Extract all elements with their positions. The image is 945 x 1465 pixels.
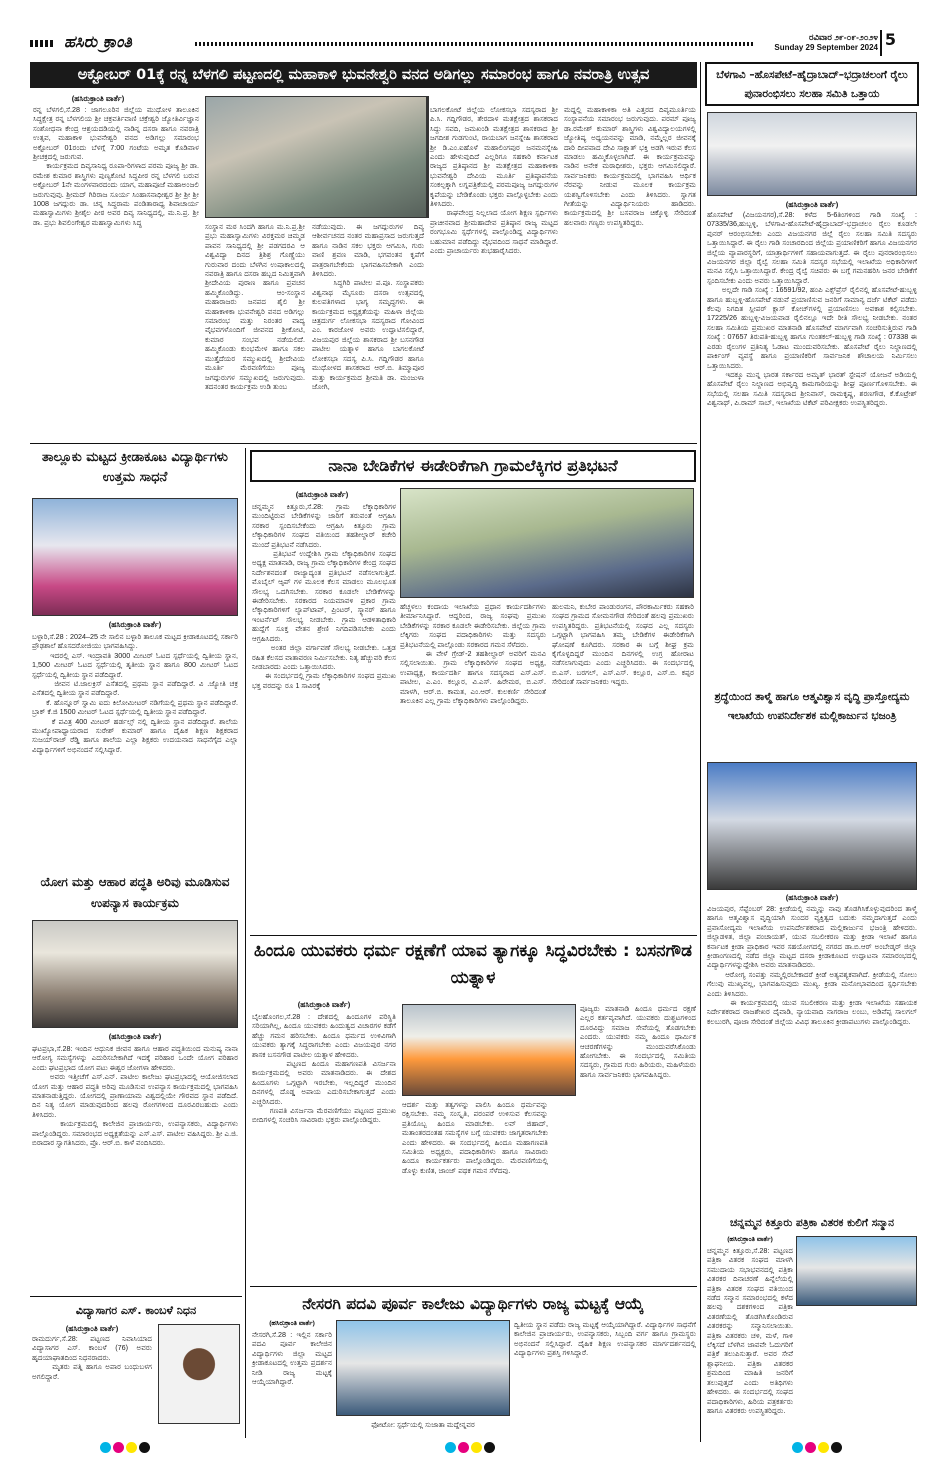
print-mark-black [484,1442,495,1453]
headline-a2: ಬೆಳಗಾವಿ –ಹೊಸಪೇಟೆ–ಹೈದ್ರಾಬಾದ್–ಭದ್ರಾಚಲಂಗೆ ರೈಲು ಪುನಾರಂಭಿಸಲು ಸಲಹಾ ಸಮಿತಿ ಒತ್ತಾಯ [705,62,919,106]
text-a6-col1: ಚನ್ನಮ್ಮನ ಕಿತ್ತೂರು,ಸೆ.28: ಗ್ರಾಮ ಲೆಕ್ಕಾಧಿಕಾರಿಗಳ ಮುಂದಿಟ್ಟಿರುವ ಬೇಡಿಕೆಗಳನ್ನು ಜಾರಿಗೆ ತರುವಂತೆ ಆಗ್ರಹಿಸಿ ಸರಕಾರ ಸ್ಪಂದಿಸಬೇಕೆಂದು ಆಗ್ರಹಿಸಿ ಕಿತ್ತೂರು ಗ್ರಾಮ ಲೆಕ್ಕಾಧಿಕಾರಿಗಳ ಸಂಘದ ವತಿಯಿಂದ ತಹಶೀಲ್ದಾರ್ ಕಚೇರಿ ಮುಂದೆ ಪ್ರತಿಭಟನೆ ನಡೆಸಿದರು. ಪ್ರತಿಭಟನೆ ಉದ್ದೇಶಿಸಿ ಗ್ರಾಮ ಲೆಕ್ಕಾಧಿಕಾರಿಗಳ ಸಂಘದ ಅಧ್ಯಕ್ಷ ಮಾತನಾಡಿ, ರಾಜ್ಯ ಗ್ರಾಮ ಲೆಕ್ಕಾಧಿಕಾರಿಗಳ ಕೇಂದ್ರ ಸಂಘದ ನಿರ್ದೇಶನದಂತೆ ರಾಜ್ಯಾದ್ಯಂತ ಪ್ರತಿಭಟನೆ ನಡೆಸಲಾಗುತ್ತಿದೆ. ಮೊಬೈಲ್ ಆ್ಯಪ್ ಗಳ ಮೂಲಕ ಕೆಲಸ ಮಾಡಲು ಮೂಲಭೂತ ಸೌಲಭ್ಯ ಒದಗಿಸಬೇಕು. ಸರಕಾರ ಕೂಡಲೇ ಬೇಡಿಕೆಗಳನ್ನು ಈಡೇರಿಸಬೇಕು. ಸರಕಾರದ ನಿಯಮಾವಳಿ ಪ್ರಕಾರ ಗ್ರಾಮ ಲೆಕ್ಕಾಧಿಕಾರಿಗಳಿಗೆ ಲ್ಯಾಪ್‌ಟಾಪ್, ಪ್ರಿಂಟರ್, ಸ್ಕ್ಯಾನರ್ ಹಾಗೂ ಇಂಟರ್ನೆಟ್ ಸೌಲಭ್ಯ ನೀಡಬೇಕು. ಗ್ರಾಮ ಆಡಳಿತಾಧಿಕಾರಿ ಹುದ್ದೆಗೆ ಸೂಕ್ತ ವೇತನ ಶ್ರೇಣಿ ನಿಗದಿಪಡಿಸಬೇಕು ಎಂದು ಆಗ್ರಹಿಸಿದರು. ಅಂತರ ಜಿಲ್ಲಾ ವರ್ಗಾವಣೆ ಸೌಲಭ್ಯ ನೀಡಬೇಕು. ಒತ್ತಡ ರಹಿತ ಕೆಲಸದ ವಾತಾವರಣ ನಿರ್ಮಿಸಬೇಕು. ನಿತ್ಯ ಹೆಚ್ಚುವರಿ ಕೆಲಸ ನೀಡಬಾರದು ಎಂದು ಒತ್ತಾಯಿಸಿದರು. ಈ ಸಂದರ್ಭದಲ್ಲಿ ಗ್ರಾಮ ಲೆಕ್ಕಾಧಿಕಾರಿಗಳ ಸಂಘದ ಪ್ರಮುಖ ಭಕ್ತ ವರದನ್ನು ರೂ 1 ಸಾವಿರಕ್ಕೆ [252,502,397,690]
text-a4-col1: ಚನ್ನಮ್ಮನ ಕಿತ್ತೂರು,ಸೆ.28: ಪಟ್ಟಣದ ಪತ್ರಿಕಾ ವಿತರಕ ಸಂಘದ ಮಾಳಗಿ ಸಮುದಾಯ ಸಭಾಭವನದಲ್ಲಿ ಪತ್ರಿಕಾ ವಿತರಕರ ದಿನಾಚರಣೆ ಹಿನ್ನೆಲೆಯಲ್ಲಿ ಪತ್ರಿಕಾ ವಿತರಕ ಸಂಘದ ವತಿಯಿಂದ ನಡೆದ ಸನ್ಮಾನ ಸಮಾರಂಭದಲ್ಲಿ ಕಳೆದ ಹಲವು ದಶಕಗಳಿಂದ ಪತ್ರಿಕಾ ವಿತರಣೆಯಲ್ಲಿ ತೊಡಗಿಸಿಕೊಂಡಿರುವ ವಿತರಕರನ್ನು ಸನ್ಮಾನಿಸಲಾಯಿತು. ಪತ್ರಿಕಾ ವಿತರಕರು ಚಳಿ, ಮಳೆ, ಗಾಳಿ ಲೆಕ್ಕಿಸದೆ ಬೆಳಗಿನ ಜಾವವೇ ಓದುಗರಿಗೆ ಪತ್ರಿಕೆ ತಲುಪಿಸುತ್ತಾರೆ. ಅವರ ಸೇವೆ ಶ್ಲಾಘನೀಯ. ಪತ್ರಿಕಾ ವಿತರಕರ ಶ್ರಮದಿಂದ ಮಾಹಿತಿ ಜನರಿಗೆ ತಲುಪುತ್ತದೆ ಎಂದು ಅತಿಥಿಗಳು ಹೇಳಿದರು. ಈ ಸಂದರ್ಭದಲ್ಲಿ ಸಂಘದ ಪದಾಧಿಕಾರಿಗಳು, ಹಿರಿಯ ಪತ್ರಕರ್ತರು ಹಾಗೂ ವಿತರಕರು ಉಪಸ್ಥಿತರಿದ್ದರು. [707,1246,795,1415]
credit-a1: (ಹಸಿರುಕ್ರಾಂತಿ ವಾರ್ತೆ) [71,94,125,103]
print-mark-yellow [471,1442,482,1453]
masthead-date-local: ರವಿವಾರ ೨೯-೦೯-೨೦೨೪ [808,32,878,42]
text-a6-col2: ಹೆಚ್ಚಳಲು ಕಂದಾಯ ಇಲಾಖೆಯ ಪ್ರಧಾನ ಕಾರ್ಯದರ್ಶಿಗಳು ತೀರ್ಮಾನಿಸಿದ್ದಾರೆ. ಆದ್ದರಿಂದ, ರಾಜ್ಯ ಸಂಘವು ಪ್ರಮುಖ ಬೇಡಿಕೆಗಳನ್ನು ಸರಕಾರ ಕೂಡಲೇ ಈಡೇರಿಸಬೇಕು. ಜಿಲ್ಲೆಯ ಗ್ರಾಮ ಲೆಕ್ಕಿಗರು ಸಂಘದ ಪದಾಧಿಕಾರಿಗಳು ಮತ್ತು ಸದಸ್ಯರು ಪ್ರತಿಭಟನೆಯಲ್ಲಿ ಪಾಲ್ಗೊಂಡು ಸರಕಾರದ ಗಮನ ಸೆಳೆದರು. ಈ ವೇಳೆ ಗ್ರೇಡ್-2 ತಹಶೀಲ್ದಾರ್ ಅವರಿಗೆ ಮನವಿ ಸಲ್ಲಿಸಲಾಯಿತು. ಗ್ರಾಮ ಲೆಕ್ಕಾಧಿಕಾರಿಗಳ ಸಂಘದ ಅಧ್ಯಕ್ಷ, ಉಪಾಧ್ಯಕ್ಷ, ಕಾರ್ಯದರ್ಶಿ ಹಾಗೂ ಸದಸ್ಯರಾದ ಎಸ್.ಎಸ್. ಪಾಟೀಲ, ಎ.ಎಂ. ಕಲ್ಲೂರ, ವಿ.ಎಸ್. ಹಿರೇಮಠ, ಬಿ.ಎಸ್. ಮಾಳಗಿ, ಆರ್.ಬಿ. ಕಾಮತ, ಎಂ.ಆರ್. ಕುಲಕರ್ಣಿ ಸೇರಿದಂತೆ ತಾಲೂಕಿನ ಎಲ್ಲ ಗ್ರಾಮ ಲೆಕ್ಕಾಧಿಕಾರಿಗಳು ಪಾಲ್ಗೊಂಡಿದ್ದರು. [400,602,546,706]
print-mark-black [831,1442,842,1453]
headline-a5: ತಾಲ್ಲೂಕು ಮಟ್ಟದ ಕ್ರೀಡಾಕೂಟ ವಿದ್ಯಾರ್ಥಿಗಳು ಉತ್ತಮ ಸಾಧನೆ [42,450,228,485]
headline-a1: ಅಕ್ಟೋಬರ್ 01ಕ್ಕೆ ರನ್ನ ಬೆಳಗಲಿ ಪಟ್ಟಣದಲ್ಲಿ ಮಹಾಕಾಳಿ ಭುವನೇಶ್ವರಿ ವನದ ಅಡಿಗಲ್ಲು ಸಮಾರಂಭ ಹಾಗೂ ನವರಾತ್ರಿ ಉತ್ಸವ [30,62,697,88]
headline-a4: ಚನ್ನಮ್ಮನ ಕಿತ್ತೂರು ಪತ್ರಿಕಾ ವಿತರಕ ಕುಲಿಗೆ ಸನ್ಮಾನ [730,1217,894,1229]
headline-a6: ನಾನಾ ಬೇಡಿಕೆಗಳ ಈಡೇರಿಕೆಗಾಗಿ ಗ್ರಾಮಲೆಕ್ಕಿಗರ ಪ್ರತಿಭಟನೆ [250,450,696,482]
print-mark-yellow [818,1442,829,1453]
photo-a9 [158,1324,240,1424]
masthead [30,30,918,58]
print-mark-yellow [126,1442,137,1453]
photo-a1 [205,96,427,218]
credit-a2: (ಹಸಿರುಕ್ರಾಂತಿ ವಾರ್ತೆ) [785,200,839,209]
page-number: 5 [880,30,896,56]
masthead-rule [195,42,755,46]
text-a1-col1: ರನ್ನ ಬೆಳಗಲಿ,ಸೆ.28 : ಜಾಗಲೂರಿನ ಜಿಲ್ಲೆಯ ಮುಧೋಳ ತಾಲೂಕಿನ ಸಿದ್ಧಕ್ಷೇತ್ರ ರನ್ನ ಬೆಳಗಲಿಯ ಶ್ರೀ ಚಕ್ರವರ್ತಿವಾಣಿ ಚಕ್ರೇಶ್ವರಿ ಜ್ಯೋತಿರ್ವಿಜ್ಞಾನ ಸಂಶೋಧನಾ ಕೇಂದ್ರ ಆಶ್ರಯದಡಿಯಲ್ಲಿ ನಾಡಿನ್ನ ದಸರಾ ಹಾಗೂ ನವರಾತ್ರಿ ಉತ್ಸವ, ಮಹಾಕಾಳಿ ಭುವನೇಶ್ವರಿ ವನದ ಅಡಿಗಲ್ಲು ಸಮಾರಂಭ ಅಕ್ಟೋಬರ್ 01ರಂದು ಬೆಳಗ್ಗೆ 7:00 ಗಂಟೆಯ ಅಮೃತ ಕೊಡಿವಾಳ ಶ್ರೀಚಕ್ರದಲ್ಲಿ ಜರುಗುವ. ಕಾರ್ಯಕ್ರಮದ ದಿವ್ಯಸಾನಿಧ್ಯ ರೂಪಾ-ರಿಗಳಾದ ಪರಮ ಪೂಜ್ಯ ಶ್ರೀ ಡಾ. ರಮೇಶ ಕುಮಾರ ಶಾಸ್ತ್ರಿಗಳು ಪುಣ್ಯಕೋಟಿ ಸಿದ್ಧಪೀಠ ರನ್ನ ಬೆಳಗಲಿ ಬರುವ ಅಕ್ಟೋಬರ್ 1ನೇ ಮಂಗಳವಾರದಂದು ಯಾಗ, ಮಹಾಪೂಜೆ ಮಹಾಅಂಜಲಿ ಜರುಗುವುವು. ಶ್ರೀಮದ್ ಗಿರಿರಾಜ ಸೂರ್ಯ ಸಿಂಹಾಸನಾಧೀಶ್ವರ ಶ್ರೀ ಶ್ರೀ ಶ್ರೀ 1008 ಜಗದ್ಗುರು ಡಾ. ಚನ್ನ ಸಿದ್ಧರಾಮ ಪಂಡಿತಾರಾಧ್ಯ ಶಿವಾಚಾರ್ಯ ಮಹಾಸ್ವಾಮಿಗಳು ಶ್ರೀಶೈಲ ಪೀಠ ಅವರ ದಿವ್ಯ ಸಾನಿಧ್ಯದಲ್ಲಿ, ಮ.ನಿ.ಪ್ರ. ಶ್ರೀ ಡಾ. ಪ್ರಭು ಶಿವಲಿಂಗೇಶ್ವರ ಮಹಾಸ್ವಾಮಿಗಳು ಸಿದ್ಧ [33,105,199,227]
credit-a10: (ಹಸಿರುಕ್ರಾಂತಿ ವಾರ್ತೆ) [269,1320,315,1327]
credit-a6: (ಹಸಿರುಕ್ರಾಂತಿ ವಾರ್ತೆ) [295,490,349,499]
credit-a8: (ಹಸಿರುಕ್ರಾಂತಿ ವಾರ್ತೆ) [297,1000,351,1009]
photo-a10 [336,1320,510,1416]
masthead-date-en: Sunday 29 September 2024 [774,43,878,52]
photo-a8 [402,1004,576,1096]
text-a6-col3: ಹುಲಮನಿ, ಕುಬೇರ ಪಾಂಡುರಂಗನ, ಪೌರಕಾರ್ಮಿಕರು ಸಹಕಾರಿ ಸಂಘದ ಗ್ರಾಮದ ಸೋಮನಗೌಡ ಸೇರಿದಂತೆ ಹಲವು ಪ್ರಮುಖರು ಉಪಸ್ಥಿತರಿದ್ದರು. ಪ್ರತಿಭಟನೆಯಲ್ಲಿ ಸಂಘದ ಎಲ್ಲ ಸದಸ್ಯರು ಒಗ್ಗಟ್ಟಾಗಿ ಭಾಗವಹಿಸಿ ತಮ್ಮ ಬೇಡಿಕೆಗಳ ಈಡೇರಿಕೆಗಾಗಿ ಘೋಷಣೆ ಕೂಗಿದರು. ಸರಕಾರ ಈ ಬಗ್ಗೆ ಶೀಘ್ರ ಕ್ರಮ ಕೈಗೊಳ್ಳದಿದ್ದರೆ ಮುಂದಿನ ದಿನಗಳಲ್ಲಿ ಉಗ್ರ ಹೋರಾಟ ನಡೆಸಲಾಗುವುದು ಎಂದು ಎಚ್ಚರಿಸಿದರು. ಈ ಸಂದರ್ಭದಲ್ಲಿ ಬಿ.ಎಸ್. ಬರಗಲ್, ಎಸ್.ಎಸ್. ಕಲ್ಲೂರ, ಎಸ್.ಬಿ. ಕಪ್ಪರ ಸೇರಿದಂತೆ ಸಾರ್ವಜನಿಕರು ಇದ್ದರು. [552,602,696,687]
photo-a6 [400,488,694,598]
print-mark-cyan [100,1442,111,1453]
text-a8-col2: ಆದರ್ಶ ಮತ್ತು ತತ್ವಗಳನ್ನು ಪಾಲಿಸಿ ಹಿಂದೂ ಧರ್ಮವನ್ನು ರಕ್ಷಿಸಬೇಕು. ನಮ್ಮ ಸಂಸ್ಕೃತಿ, ಪರಂಪರೆ ಉಳಿಸುವ ಕೆಲಸವನ್ನು ಪ್ರತಿಯೊಬ್ಬ ಹಿಂದೂ ಮಾಡಬೇಕು. ಲವ್ ಜಿಹಾದ್, ಮತಾಂತರದಂತಹ ಸಮಸ್ಯೆಗಳ ಬಗ್ಗೆ ಯುವಕರು ಜಾಗೃತರಾಗಬೇಕು ಎಂದು ಹೇಳಿದರು. ಈ ಸಂದರ್ಭದಲ್ಲಿ ಹಿಂದೂ ಮಹಾಗಣಪತಿ ಸಮಿತಿಯ ಅಧ್ಯಕ್ಷರು, ಪದಾಧಿಕಾರಿಗಳು ಹಾಗೂ ಸಾವಿರಾರು ಹಿಂದೂ ಕಾರ್ಯಕರ್ತರು ಪಾಲ್ಗೊಂಡಿದ್ದರು. ಮೆರವಣಿಗೆಯಲ್ಲಿ ಡೊಳ್ಳು ಕುಣಿತ, ಜಾಂಜ್ ಪಥಕ ಗಮನ ಸೆಳೆದವು. [402,1100,550,1175]
credit-a7: (ಹಸಿರುಕ್ರಾಂತಿ ವಾರ್ತೆ) [108,1032,162,1041]
text-a2-col1: ಹೊಸಪೇಟೆ (ವಿಜಯನಗರ),ಸೆ.28: ಕಳೆದ 5-6ತಿಂಗಳಿಂದ ಗಾಡಿ ಸಂಖ್ಯೆ : 07335/36,ಹುಬ್ಬಳ್ಳಿ, ಬೆಳಗಾವಿ-ಹೊಸಪೇಟೆ-ಹೈದ್ರಾಬಾದ್-ಭದ್ರಾಚಲಂ ರೈಲು ಕೂಡಲೇ ಪುನರ್ ಆರಂಭಿಸಬೇಕು ಎಂದು ವಿಜಯನಗರ ಜಿಲ್ಲೆ ರೈಲು ಸಲಹಾ ಸಮಿತಿ ಸದಸ್ಯರು ಒತ್ತಾಯಿಸಿದ್ದಾರೆ. ಈ ರೈಲು ಗಾಡಿ ಸಂಚಾರದಿಂದ ಜಿಲ್ಲೆಯ ಪ್ರಯಾಣಿಕರಿಗೆ ಹಾಗೂ ವಿಜಯನಗರ ಜಿಲ್ಲೆಯ ವ್ಯಾಪಾರಸ್ಥರಿಗೆ, ಯಾತ್ರಾರ್ಥಿಗಳಿಗೆ ಸಹಾಯವಾಗುತ್ತದೆ. ಈ ರೈಲು ಪುನರಾರಂಭಿಸಲು ವಿಜಯನಗರ ಜಿಲ್ಲಾ ರೈಲ್ವೆ ಸಲಹಾ ಸಮಿತಿ ಸದಸ್ಯರ ಸಭೆಯಲ್ಲಿ ಇಲಾಖೆಯ ಅಧಿಕಾರಿಗಳಿಗೆ ಮನವಿ ಸಲ್ಲಿಸಿ ಒತ್ತಾಯಿಸಿದ್ದಾರೆ. ಕೇಂದ್ರ ರೈಲ್ವೆ ಸಚಿವರು ಈ ಬಗ್ಗೆ ಗಮನಹರಿಸಿ ಜನರ ಬೇಡಿಕೆಗೆ ಸ್ಪಂದಿಸಬೇಕು ಎಂದು ಅವರು ಒತ್ತಾಯಿಸಿದ್ದಾರೆ. ಅಲ್ಲದೇ ಗಾಡಿ ಸಂಖ್ಯೆ : 16591/92, ಹಂಪಿ ಎಕ್ಸ್‌ಪ್ರೆಸ್ ರೈಲಿನಲ್ಲಿ ಹೊಸಪೇಟೆ-ಹುಬ್ಬಳ್ಳಿ ಹಾಗೂ ಹುಬ್ಬಳ್ಳಿ-ಹೊಸಪೇಟೆ ನಡುವೆ ಪ್ರಯಾಣಿಸುವ ಜನರಿಗೆ ಸಾಮಾನ್ಯ ದರ್ಜೆ ಟಿಕೆಟ್ ಪಡೆದು ಕೆಲವು ನಿಗದಿತ ಸ್ಲೀಪರ್ ಕ್ಲಾಸ್ ಕೋಚ್‌ಗಳಲ್ಲಿ ಪ್ರಯಾಣಿಸಲು ಅವಕಾಶ ಕಲ್ಪಿಸಬೇಕು. 17225/26 ಹುಬ್ಬಳ್ಳಿ-ವಿಜಯವಾಡ ರೈಲಿನಲ್ಲೂ ಇದೇ ರೀತಿ ಸೌಲಭ್ಯ ನೀಡಬೇಕು. ನಂತರ ಸಲಹಾ ಸಮಿತಿಯ ಪ್ರಮುಖರ ಮಾತನಾಡಿ ಹೊಸಪೇಟೆ ಮಾರ್ಗವಾಗಿ ಸಂಚರಿಸುತ್ತಿರುವ ಗಾಡಿ ಸಂಖ್ಯೆ : 07657 ತಿರುಪತಿ-ಹುಬ್ಬಳ್ಳಿ ಹಾಗೂ ಗುಂತಕಲ್-ಹುಬ್ಬಳ್ಳಿ ಗಾಡಿ ಸಂಖ್ಯೆ : 07338 ಈ ಎರಡು ರೈಲುಗಳ ಪ್ರತಿನಿತ್ಯ ಓಡಾಟ ಮುಂದುವರಿಸಬೇಕು. ಹೊಸಪೇಟೆ ರೈಲು ನಿಲ್ದಾಣದಲ್ಲಿ ಪಾರ್ಕಿಂಗ್ ವ್ಯವಸ್ಥೆ ಹಾಗೂ ಪ್ರಯಾಣಿಕರಿಗೆ ಸಾರ್ವಜನಿಕ ಶೌಚಾಲಯ ನಿರ್ಮಿಸಲು ಒತ್ತಾಯಿಸಿದರು. ಇದಕ್ಕೂ ಮುನ್ನ ಭಾರತ ಸರ್ಕಾರದ ಅಮೃತ್ ಭಾರತ್ ಸ್ಟೇಷನ್ ಯೋಜನೆ ಅಡಿಯಲ್ಲಿ ಹೊಸಪೇಟೆ ರೈಲು ನಿಲ್ದಾಣದ ಅಭಿವೃದ್ಧಿ ಕಾಮಗಾರಿಯನ್ನು ಶೀಘ್ರ ಪೂರ್ಣಗೊಳಿಸಬೇಕು. ಈ ಸಭೆಯಲ್ಲಿ ಸಲಹಾ ಸಮಿತಿ ಸದಸ್ಯರಾದ ಶ್ರೀನಿವಾಸ್, ರಾಮಕೃಷ್ಣ, ಶರಣಗೌಡ, ಕೆ.ಕೊಟ್ರೇಶ್ ವಿಶ್ವನಾಥ್, ಪಿ.ರಾಮ್ ಸಾಬ್, ಇಲಾಖೆಯ ಟಿಕೆಟ್ ಪರಿವೀಕ್ಷಕರು ಉಪಸ್ಥಿತರಿದ್ದರು. [707,210,918,408]
text-a1-col3: ನಡೆಯುವುದು. ಈ ಜಗದ್ಗುರುಗಳ ದಿವ್ಯ ಆಶೀರ್ವಚನದ ನಂತರ ಮಹಾಪ್ರಸಾದ ಜರುಗುತ್ತದೆ ಹಾಗೂ ನಾಡಿನ ಸಕಲ ಭಕ್ತರು ಆಗಮಿಸಿ, ಗುರು ವಾಣಿ ಶ್ರವಣ ಮಾಡಿ, ಭಗವಂತನ ಕೃಪೆಗೆ ಪಾತ್ರರಾಗಬೇಕೆಂದು ಭಾಗವಹಿಸಬೇಕಾಗಿ ಎಂದು ತಿಳಿಸಿದರು. ಸಿದ್ಧಗಿರಿ ಪಾಟೀಲ ಪ.ಪೂ. ಸಂಸ್ಥಾಪಕರು ವಿಶ್ವನಾಥ ಮೈಸೂರು ದಸರಾ ಉತ್ಸವದಲ್ಲಿ ಕುಲಪತಿಗಳಾದ ಭಾಗ್ಯ ಸಮೃದ್ಧಗಳು. ಈ ಕಾರ್ಯಕ್ರಮದ ಅಧ್ಯಕ್ಷತೆಯನ್ನು ಮಹಿಳಾ ಜಿಲ್ಲೆಯ ಚಿತ್ರದುರ್ಗ ಲೋಕಸಭಾ ಸದಸ್ಯರಾದ ಗೋವಿಂದ ಎಂ. ಕಾರಜೋಳ ಅವರು ಉದ್ಘಾಟಿಸಲಿದ್ದಾರೆ, ವಿಜಯಪುರ ಜಿಲ್ಲೆಯ ಶಾಸಕರಾದ ಶ್ರೀ ಬಸನಗೌಡ ಪಾಟೀಲ ಯತ್ನಾಳ ಹಾಗೂ ಬಾಗಲಕೋಟೆ ಲೋಕಸಭಾ ಸದಸ್ಯ ಪಿ.ಸಿ. ಗದ್ದಿಗೌಡರ ಹಾಗೂ ಮುಧೋಳದ ಶಾಸಕರಾದ ಆರ್.ಬಿ. ತಿಮ್ಮಾಪೂರ ಮತ್ತು ಕಾರ್ಯಕ್ರಮದ ಶ್ರೀಮತಿ ಡಾ. ಮಂಜುಳಾ ಜೋಗಿ, [312,222,425,391]
text-a10-col1: ನೇಸರಗಿ,ಸೆ.28 : ಇಲ್ಲಿನ ಸರ್ಕಾರಿ ಪದವಿ ಪೂರ್ವ ಕಾಲೇಜಿನ ವಿದ್ಯಾರ್ಥಿಗಳು ಜಿಲ್ಲಾ ಮಟ್ಟದ ಕ್ರೀಡಾಕೂಟದಲ್ಲಿ ಉತ್ತಮ ಪ್ರದರ್ಶನ ನೀಡಿ ರಾಜ್ಯ ಮಟ್ಟಕ್ಕೆ ಆಯ್ಕೆಯಾಗಿದ್ದಾರೆ. [252,1330,334,1387]
photo-a2 [707,112,917,196]
print-mark-magenta [805,1442,816,1453]
text-a8-col1: ಬೈಲಹೊಂಗಲ,ಸೆ.28 : ದೇಶದಲ್ಲಿ ಹಿಂದೂಗಳ ಪರಿಸ್ಥಿತಿ ಸರಿಯಾಗಿಲ್ಲ, ಹಿಂದೂ ಯುವಕರು ಹಿಂದುತ್ವದ ವಿಚಾರಗಳ ಕಡೆಗೆ ಹೆಚ್ಚು ಗಮನ ಹರಿಸಬೇಕು. ಹಿಂದೂ ಧರ್ಮದ ಉಳಿವಿಗಾಗಿ ಯುವಕರು ತ್ಯಾಗಕ್ಕೆ ಸಿದ್ಧರಾಗಬೇಕು ಎಂದು ವಿಜಯಪುರ ನಗರ ಶಾಸಕ ಬಸನಗೌಡ ಪಾಟೀಲ ಯತ್ನಾಳ ಹೇಳಿದರು. ಪಟ್ಟಣದ ಹಿಂದೂ ಮಹಾಗಣಪತಿ ವಿಸರ್ಜನಾ ಕಾರ್ಯಕ್ರಮದಲ್ಲಿ ಅವರು ಮಾತನಾಡಿದರು. ಈ ದೇಶದ ಹಿಂದೂಗಳು ಒಗ್ಗಟ್ಟಾಗಿ ಇರಬೇಕು, ಇಲ್ಲದಿದ್ದರೆ ಮುಂದಿನ ದಿನಗಳಲ್ಲಿ ದೊಡ್ಡ ಅಪಾಯ ಎದುರಿಸಬೇಕಾಗುತ್ತದೆ ಎಂದು ಎಚ್ಚರಿಸಿದರು. ಗಣಪತಿ ವಿಸರ್ಜನಾ ಮೆರವಣಿಗೆಯು ಪಟ್ಟಣದ ಪ್ರಮುಖ ಬೀದಿಗಳಲ್ಲಿ ಸಂಚರಿಸಿ ಸಾವಿರಾರು ಭಕ್ತರು ಪಾಲ್ಗೊಂಡಿದ್ದರು. [252,1012,396,1125]
headline-a7: ಯೋಗ ಮತ್ತು ಆಹಾರ ಪದ್ಧತಿ ಅರಿವು ಮೂಡಿಸುವ ಉಪನ್ಯಾಸ ಕಾರ್ಯಕ್ರಮ [40,875,230,910]
headline-a3: ಶ್ರದ್ಧೆಯಿಂದ ತಾಳ್ಮೆ ಹಾಗೂ ಆತ್ಮವಿಶ್ವಾಸ ವೃದ್ಧಿ ಪ್ರಾಸ್ತೋದ್ಯಮ ಇಲಾಖೆಯ ಉಪನಿರ್ದೇಶಕ ಮಲ್ಲಿಕಾರ್ಜುನ ಭಜಂತ್ರಿ [714,691,910,722]
text-a5-col1: ಬಳ್ಳಾರಿ,ಸೆ.28 : 2024–25 ನೇ ಸಾಲಿನ ಬಳ್ಳಾರಿ ತಾಲೂಕ ಮಟ್ಟದ ಕ್ರೀಡಾಕೂಟದಲ್ಲಿ ಸರ್ಕಾರಿ ಪ್ರೌಢಶಾಲೆ ಹೊಸದರೋಜಿಯು ಭಾಗವಹಿಸಿದ್ದು. ಇದರಲ್ಲಿ ಎಸ್. ಇಂದ್ರಾವತಿ 3000 ಮೀಟರ್ ಓಟದ ಸ್ಪರ್ಧೆಯಲ್ಲಿ ದ್ವಿತೀಯ ಸ್ಥಾನ, 1,500 ಮೀಟರ್ ಓಟದ ಸ್ಪರ್ಧೆಯಲ್ಲಿ ತೃತೀಯ ಸ್ಥಾನ ಹಾಗೂ 800 ಮೀಟರ್ ಓಟದ ಸ್ಪರ್ಧೆಯಲ್ಲಿ ದ್ವಿತೀಯ ಸ್ಥಾನ ಪಡೆದಿದ್ದಾರೆ. ಜೀವನ ಟಿ.ಜಾಲಕ್ರಿಸ್ ಎಸೆತದಲ್ಲಿ ಪ್ರಥಮ ಸ್ಥಾನ ಪಡೆದಿದ್ದಾರೆ. ವಿ .ಜ್ಯೋತಿ ಚಕ್ರ ಎಸೆತದಲ್ಲಿ ದ್ವಿತೀಯ ಸ್ಥಾನ ಪಡೆದಿದ್ದಾರೆ. ಕೆ. ಹೊನ್ನೂರ್ ಸ್ವಾಮಿ ಐದು ಕಿಲೋಮೀಟರ್ ನಡಿಗೆಯಲ್ಲಿ ಪ್ರಥಮ ಸ್ಥಾನ ಪಡೆದಿದ್ದಾರೆ. ಬ್ರಾಕ್ ಕೆ.ಜಿ 1500 ಮೀಟರ್ ಓಟದ ಸ್ಪರ್ಧೆಯಲ್ಲಿ ದ್ವಿತೀಯ ಸ್ಥಾನ ಪಡೆದಿದ್ದಾರೆ. ಕೆ ಪವಿತ್ರ 400 ಮೀಟರ್ ಹರ್ಡಲ್ಸ್ ನಲ್ಲಿ ದ್ವಿತೀಯ ಸ್ಥಾನ ಪಡೆದಿದ್ದಾರೆ. ಶಾಲೆಯ ಮುಖ್ಯೋಪಾಧ್ಯಾಯರಾದ ಸುರೇಶ್ ಕುಮಾರ್ ಹಾಗೂ ದೈಹಿಕ ಶಿಕ್ಷಣ ಶಿಕ್ಷಕರಾದ ಸುಜಯ್‌ರಾಜ್ ರೆಡ್ಡಿ ಹಾಗೂ ಶಾಲೆಯ ಎಲ್ಲಾ ಶಿಕ್ಷಕರು ಉದಯನಾದ ಸಾಧನೆಗೈದ ಎಲ್ಲಾ ವಿದ್ಯಾರ್ಥಿಗಳಿಗೆ ಅಭಿನಂದನೆ ಸಲ್ಲಿಸಿದ್ದಾರೆ. [32,632,239,754]
credit-a5: (ಹಸಿರುಕ್ರಾಂತಿ ವಾರ್ತೆ) [108,620,162,629]
print-mark-cyan [445,1442,456,1453]
text-a1-col4: ಬಾಗಲಕೋಟೆ ಜಿಲ್ಲೆಯ ಲೋಕಸಭಾ ಸದಸ್ಯರಾದ ಶ್ರೀ ಪಿ.ಸಿ. ಗದ್ದಿಗೌಡರ, ತೇರದಾಳ ಮತಕ್ಷೇತ್ರದ ಶಾಸಕರಾದ ಸಿದ್ದು ಸವದಿ, ಜಮಖಂಡಿ ಮತಕ್ಷೇತ್ರದ ಶಾಸಕರಾದ ಶ್ರೀ ಜಗದೀಶ ಗುಡಗುಂಟಿ, ರಾಯಬಾಗ ಜನಸ್ನೇಹಿ ಶಾಸಕರಾದ ಶ್ರೀ ಡಿ.ಎಂ.ಐಹೊಳೆ ಮಹಾಲಿಂಗಪುರ ಜನಮನಸ್ನೇಹಿ ಎಂದು ಹೇಳುವುದಿದೆ ಎಲ್ಲರಿಗೂ ಸಹಕಾರಿ ಕರ್ನಾಟಕ ರಾಜ್ಯದ ಪ್ರತಿಷ್ಠಾನದ ಶ್ರೀ ಮತಕ್ಷೇತ್ರದ ಮಹಾಕಾಳಿಕಾ ಭುವನೇಶ್ವರಿ ದೇವಿಯ ಮೂರ್ತಿ ಪ್ರತಿಷ್ಠಾಪನೆಯ ಸಂಕಲ್ಪಕ್ಕಾಗಿ ಲಗ್ನಪತ್ರಿಕೆಯಲ್ಲಿ ಪರಮಪೂಜ್ಯ ಜಗದ್ಗುರುಗಳ ಕೃಪೆಯನ್ನು ಬೇಡಿಕೊಂಡು ಭಕ್ತರು ಪಾಲ್ಗೊಳ್ಳಬೇಕು ಎಂದು ತಿಳಿಸಿದರು. ರಾಘವೇಂದ್ರ ನಿಲ್ಲಲಾದ ಯೋಗ ಶಿಕ್ಷಣ ಸ್ಪರ್ಧಿಗಳು ಪ್ರಾಚೀನವಾದ ಶ್ರೀಮಹಾದೇವ ಪ್ರತಿಷ್ಠಾನ ರಾಜ್ಯ ಮಟ್ಟದ ರಂಗಭೂಮಿ ಸ್ಪರ್ಧೆಗಳಲ್ಲಿ ಪಾಲ್ಗೊಂಡಿದ್ದ ವಿದ್ಯಾರ್ಥಿಗಳು ಬಹುಮಾನ ಪಡೆದಿದ್ದು ವೈಭವದಿಂದ ಸಾಧನೆ ಮಾಡಿದ್ದಾರೆ. ಎಂದು ಪ್ರಾಚಾರ್ಯರು ಶುಭಹಾರೈಸಿದರು. [430,105,559,256]
masthead-logo-text: ಹಸಿರು ಕ್ರಾಂತಿ [64,32,132,51]
text-a3-col1: ವಿಜಯಪುರ, ಸೆಪ್ಟೆಂಬರ್ 28: ಕ್ರೀಡೆಯಲ್ಲಿ ನಮ್ಮನ್ನು ನಾವು ತೊಡಗಿಸಿಕೊಳ್ಳುವುದರಿಂದ ತಾಳ್ಮೆ ಹಾಗೂ ಆತ್ಮವಿಶ್ವಾಸ ವೃದ್ಧಿಯಾಗಿ ಸುಂದರ ವ್ಯಕ್ತಿತ್ವದ ಬದುಕು ನಮ್ಮದಾಗುತ್ತದೆ ಎಂದು ಪ್ರವಾಸೋದ್ಯಮ ಇಲಾಖೆಯ ಉಪನಿರ್ದೇಶಕರಾದ ಮಲ್ಲಿಕಾರ್ಜುನ ಭಜಂತ್ರಿ ಹೇಳಿದರು. ಜಿಲ್ಲಾಡಳಿತ, ಜಿಲ್ಲಾ ಪಂಚಾಯತ್, ಯುವ ಸಬಲೀಕರಣ ಮತ್ತು ಕ್ರೀಡಾ ಇಲಾಖೆ ಹಾಗೂ ಕರ್ನಾಟಕ ಕ್ರೀಡಾ ಪ್ರಾಧಿಕಾರ ಇವರ ಸಹಯೋಗದಲ್ಲಿ ನಗರದ ಡಾ.ಬಿ.ಆರ್ ಅಂಬೇಡ್ಕರ್ ಜಿಲ್ಲಾ ಕ್ರೀಡಾಂಗಣದಲ್ಲಿ ನಡೆದ ಜಿಲ್ಲಾ ಮಟ್ಟದ ದಸರಾ ಕ್ರೀಡಾಕೂಟದ ಉದ್ಘಾಟನಾ ಸಮಾರಂಭದಲ್ಲಿ ವಿದ್ಯಾರ್ಥಿಗಳನ್ನುದ್ದೇಶಿಸಿ ಅವರು ಮಾತನಾಡಿದರು. ಆರೋಗ್ಯ ಸಂಪತ್ತು ನಮ್ಮಲ್ಲಿರಬೇಕಾದರೆ ಕ್ರೀಡೆ ಅತ್ಯವಶ್ಯಕವಾಗಿದೆ. ಕ್ರೀಡೆಯಲ್ಲಿ ಸೋಲು ಗೆಲುವು ಮುಖ್ಯವಲ್ಲ, ಭಾಗವಹಿಸುವುದು ಮುಖ್ಯ. ಕ್ರೀಡಾ ಮನೋಭಾವದಿಂದ ಸ್ಪರ್ಧಿಸಬೇಕು ಎಂದು ತಿಳಿಸಿದರು. ಈ ಕಾರ್ಯಕ್ರಮದಲ್ಲಿ ಯುವ ಸಬಲೀಕರಣ ಮತ್ತು ಕ್ರೀಡಾ ಇಲಾಖೆಯ ಸಹಾಯಕ ನಿರ್ದೇಶಕರಾದ ರಾಜಶೇಖರ ದೈವಾಡಿ, ನ್ಯಾಯವಾದಿ ನಾಗರಾಜ ಲಂಬು, ಅಡಿವೆಪ್ಪ ಸಾಲಗಲ್ ಕಲಬುರಗಿ, ಪೂಜಾ ಸೇರಿದಂತೆ ಜಿಲ್ಲೆಯ ವಿವಿಧ ತಾಲೂಕಿನ ಕ್ರೀಡಾಪಟುಗಳು ಪಾಲ್ಗೊಂಡಿದ್ದರು. [707,904,918,1026]
caption-a10: ಫೋಟೋ: ಸ್ಪರ್ಧೆಯಲ್ಲಿ ಸುಜಾತಾ ಮದ್ದೇನ್ನವರ [371,1420,475,1429]
photo-a4 [796,1236,917,1306]
print-mark-magenta [458,1442,469,1453]
masthead-logo [30,30,190,56]
text-a7-col1: ಘಟಪ್ರಭಾ,ಸೆ.28: ಇಂದಿನ ಆಧುನಿಕ ಜೀವನ ಹಾಗೂ ಆಹಾರ ಪದ್ಧತಿಯಿಂದ ಮನುಷ್ಯ ನಾನಾ ಆರೋಗ್ಯ ಸಮಸ್ಯೆಗಳನ್ನು ಎದುರಿಸಬೇಕಾಗಿದೆ ಇದಕ್ಕೆ ಪರಿಹಾರ ಒಂದೇ ಯೋಗ ಪರಿಹಾರ ಎಂದು ಘಟಪ್ರಭಾದ ಯೋಗ ಪಟು ಈಶ್ವರ ಜೋಗಳಾ ಹೇಳಿದರು. ಅವರು ಇತ್ತೀಚೆಗೆ ಎಸ್.ಎನ್. ಪಾಟೀಲ ಕಾಲೇಜು ಘಟಪ್ರಭಾದಲ್ಲಿ ಆಯೋಜಿಸಲಾದ ಯೋಗ ಮತ್ತು ಆಹಾರ ಪದ್ಧತಿ ಅರಿವು ಮೂಡಿಸುವ ಉಪನ್ಯಾಸ ಕಾರ್ಯಕ್ರಮದಲ್ಲಿ ಭಾಗವಹಿಸಿ ಮಾತನಾಡುತ್ತಿದ್ದರು. ಯೋಗದಲ್ಲಿ ಪ್ರಾಣಾಯಾಮ ವಿಶ್ವದಲ್ಲಿಯೇ ಗೌರವದ ಸ್ಥಾನ ಪಡೆದಿದೆ. ದಿನ ನಿತ್ಯ ಯೋಗ ಮಾಡುವುದರಿಂದ ಹಲವು ರೋಗಗಳಿಂದ ದೂರವಿರಬಹುದು ಎಂದು ತಿಳಿಸಿದರು. ಕಾರ್ಯಕ್ರಮದಲ್ಲಿ ಕಾಲೇಜಿನ ಪ್ರಾಚಾರ್ಯರು, ಉಪನ್ಯಾಸಕರು, ವಿದ್ಯಾರ್ಥಿಗಳು ಪಾಲ್ಗೊಂಡಿದ್ದರು. ಸಮಾರಂಭದ ಅಧ್ಯಕ್ಷತೆಯನ್ನು ಎಸ್.ಎಸ್. ಪಾಟೀಲ ವಹಿಸಿದ್ದರು. ಶ್ರೀ ಎ.ಜಿ. ಬಿರಾದಾರ ಸ್ವಾಗತಿಸಿದರು, ಪ್ರೊ. ಆರ್.ಬಿ. ಕಾಳೆ ವಂದಿಸಿದರು. [32,1044,239,1148]
photo-a5 [32,498,238,616]
text-a9-col1: ರಾಮದುರ್ಗ,ಸೆ.28: ಪಟ್ಟಣದ ನಿವಾಸಿಯಾದ ವಿದ್ಯಾಸಾಗರ ಎಸ್. ಕಾಂಬಳೆ (76) ಅವರು ಹೃದಯಾಘಾತದಿಂದ ನಿಧನರಾದರು. ಮೃತರು ಪತ್ನಿ ಹಾಗೂ ಅಪಾರ ಬಂಧುಬಳಗ ಅಗಲಿದ್ದಾರೆ. [32,1334,152,1381]
photo-a1-strip [427,96,429,218]
text-a1-col5: ಮದ್ದಲ್ಲಿ ಮಹಾಕಾಳಿಕಾ ಅತಿ ಎತ್ತರದ ದಿವ್ಯಮೂರ್ತಿಯ ಸಂಸ್ಥಾಪನೆಯ ಸಮಾರಂಭ ಜರುಗುವುದು. ಪರಮ್ ಪೂಜ್ಯ ಡಾ.ರಮೇಶ್ ಕುಮಾರ್ ಶಾಸ್ತ್ರಿಗಳು ವಿಶ್ವವಿದ್ಯಾಲಯಗಳಲ್ಲಿ ಜ್ಯೋತಿಷ್ಯ ಅಧ್ಯಯನವನ್ನು ಮಾಡಿ, ನಮ್ಮೆಲ್ಲರ ಜೀವನಕ್ಕೆ ದಾರಿ ದೀಪವಾದ ದೇವಿ ಸಾಕ್ಷಾತ್ ಭಕ್ತಿ ಅಡಗಿ ಇರುವ ಕೆಲಸ ಮಾಡಲು ಹಮ್ಮಿಕೊಳ್ಳಲಾಗಿದೆ. ಈ ಕಾರ್ಯಕ್ರಮವನ್ನು ನಾಡಿನ ಅನೇಕ ಮಠಾಧೀಶರು, ಭಕ್ತರು ಆಗಮಿಸಲಿದ್ದಾರೆ. ಸಾರ್ವಜನಿಕರು ಕಾರ್ಯಕ್ರಮದಲ್ಲಿ ಭಾಗವಹಿಸಿ ಆರ್ಥಿಕ ನೆರವನ್ನು ನೀಡುವ ಮೂಲಕ ಕಾರ್ಯಕ್ರಮ ಯಶಸ್ವಿಗೊಳಿಸಬೇಕು ಎಂದು ತಿಳಿಸಿದರು. ಸ್ವಾಗತ ಗೀತೆಯನ್ನು ವಿದ್ಯಾರ್ಥಿನಿಯರು ಹಾಡಿದರು. ಕಾರ್ಯಕ್ರಮದಲ್ಲಿ ಶ್ರೀ ಬಸವರಾಜ ಚಿಕ್ಕೊಳ್ಳಿ ಸೇರಿದಂತೆ ಹಲವಾರು ಗಣ್ಯರು ಉಪಸ್ಥಿತರಿದ್ದರು. [564,105,698,227]
credit-a9: (ಹಸಿರುಕ್ರಾಂತಿ ವಾರ್ತೆ) [65,1324,119,1333]
headline-a9: ವಿದ್ಯಾಸಾಗರ ಎಸ್. ಕಾಂಬಳೆ ನಿಧನ [75,1304,197,1317]
headline-a10: ನೇಸರಗಿ ಪದವಿ ಪೂರ್ವ ಕಾಲೇಜು ವಿದ್ಯಾರ್ಥಿಗಳು ರಾಜ್ಯ ಮಟ್ಟಕ್ಕೆ ಆಯ್ಕೆ [302,1295,644,1313]
print-mark-cyan [792,1442,803,1453]
headline-a8: ಹಿಂದೂ ಯುವಕರು ಧರ್ಮ ರಕ್ಷಣೆಗೆ ಯಾವ ತ್ಯಾಗಕ್ಕೂ ಸಿದ್ಧವಿರಬೇಕು : ಬಸನಗೌಡ ಯತ್ನಾಳ [254,941,692,988]
text-a1-col2: ಸಂಸ್ಥಾನ ಮಠ ಸಿಂದಗಿ ಹಾಗೂ ಮ.ನಿ.ಪ್ರ.ಶ್ರೀ ಪ್ರಭು ಮಹಾಸ್ವಾಮಿಗಳು ವಿರಕ್ತಮಠ ಚಿಮ್ಮಡ ಪಾವನ ಸಾನಿಧ್ಯದಲ್ಲಿ ಶ್ರೀ ಪಡಗದರವಿ ಆ ವಿಶ್ವವಿದ್ಯಾ ದಿನದ ತ್ರಿಶಿಶ್ರ ಗೊಣ್ಣೆಯು ಗುರುವಾರ ದಂದು ಬೆಳಗಿನ ಉಷಾಕಾಲದಲ್ಲಿ ನವರಾತ್ರಿ ಹಾಗೂ ದಸರಾ ಹಬ್ಬದ ನಿಮಿತ್ತವಾಗಿ ಶ್ರೀದೇವಿಯ ಪುರಾಣ ಹಾಗೂ ಪ್ರವಚನ ಹಮ್ಮಿಕೊಂಡಿದ್ದು. ಆಂ-ಸಂಸ್ಥಾನ ಮಹಾರಾಜರು ಜನಪದ ಶೈಲಿ ಶ್ರೀ ಮಹಾಕಾಳಿಕಾ ಭುವನೇಶ್ವರಿ ವನದ ಅಡಿಗಲ್ಲು ಸಮಾರಂಭ ಮತ್ತು ನಿರಂತರ ವಾದ್ಯ ವೈಭವಗಳೊಂದಿಗೆ ಜೀವನದ ಶ್ರೀಕೋಟಿ, ಕುಮಾರ ಸಂಭವ ನಡೆಯಲಿದೆ. ಹಮ್ಮಿಕೊಂಡು ಕುಂಭಮೇಳ ಹಾಗೂ ಸಕಲ ಮುತ್ತೈದೆಯರ ಸಮ್ಮುಖದಲ್ಲಿ ಶ್ರೀದೇವಿಯ ಮೂರ್ತಿ ಮೆರವಣಿಗೆಯು ಪೂಜ್ಯ ಜಗದ್ಗುರುಗಳ ಸಮ್ಮುಖದಲ್ಲಿ ಜರುಗುವುದು. ತದನಂತರ ಕಾರ್ಯಕ್ರಮ ಉಡಿ ತುಂಬ [205,222,307,391]
credit-a4: (ಹಸಿರುಕ್ರಾಂತಿ ವಾರ್ತೆ) [727,1236,773,1243]
photo-a3 [707,762,917,890]
print-mark-black [139,1442,150,1453]
print-mark-magenta [113,1442,124,1453]
photo-a7 [32,920,238,1028]
text-a10-col2: ದ್ವಿತೀಯ ಸ್ಥಾನ ಪಡೆದು ರಾಜ್ಯ ಮಟ್ಟಕ್ಕೆ ಆಯ್ಕೆಯಾಗಿದ್ದಾರೆ. ವಿದ್ಯಾರ್ಥಿಗಳ ಸಾಧನೆಗೆ ಕಾಲೇಜಿನ ಪ್ರಾಚಾರ್ಯರು, ಉಪನ್ಯಾಸಕರು, ಸಿಬ್ಬಂದಿ ವರ್ಗ ಹಾಗೂ ಗ್ರಾಮಸ್ಥರು ಅಭಿನಂದನೆ ಸಲ್ಲಿಸಿದ್ದಾರೆ. ದೈಹಿಕ ಶಿಕ್ಷಣ ಉಪನ್ಯಾಸಕರ ಮಾರ್ಗದರ್ಶನದಲ್ಲಿ ವಿದ್ಯಾರ್ಥಿಗಳು ಪ್ರಶಸ್ತಿ ಗಳಿಸಿದ್ದಾರೆ. [514,1320,698,1358]
credit-a3: (ಹಸಿರುಕ್ರಾಂತಿ ವಾರ್ತೆ) [785,893,839,902]
text-a8-col3: ಪೂಜ್ಯರು ಮಾತನಾಡಿ ಹಿಂದೂ ಧರ್ಮದ ರಕ್ಷಣೆ ಎಲ್ಲರ ಕರ್ತವ್ಯವಾಗಿದೆ. ಯುವಕರು ದುಶ್ಚಟಗಳಿಂದ ದೂರವಿದ್ದು ಸಮಾಜ ಸೇವೆಯಲ್ಲಿ ತೊಡಗಬೇಕು ಎಂದರು. ಯುವಕರು ನಮ್ಮ ಹಿಂದೂ ಧಾರ್ಮಿಕ ಆಚರಣೆಗಳನ್ನು ಮುಂದುವರೆಸಿಕೊಂಡು ಹೋಗಬೇಕು. ಈ ಸಂದರ್ಭದಲ್ಲಿ ಸಮಿತಿಯ ಸದಸ್ಯರು, ಗ್ರಾಮದ ಗುರು ಹಿರಿಯರು, ಮಹಿಳೆಯರು ಹಾಗೂ ಸಾರ್ವಜನಿಕರು ಭಾಗವಹಿಸಿದ್ದರು. [580,1004,698,1079]
